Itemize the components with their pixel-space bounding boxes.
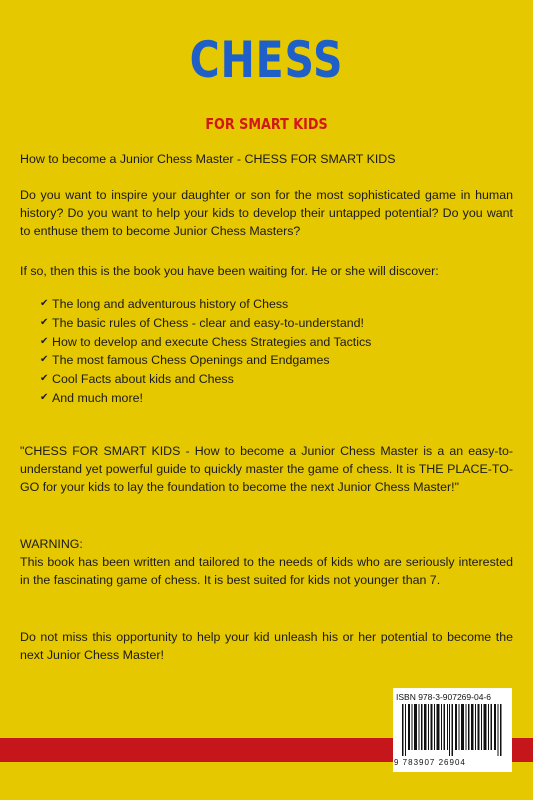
quote-paragraph: "CHESS FOR SMART KIDS - How to become a Junior Chess Master is a an easy-to-understand yet powerful guide to quickly master the game of chess. It is THE PLACE-TO-GO for your kids to lay the foundation to become the next Junior Chess Master!" [20,444,513,494]
chess-title: CHESS [189,31,344,89]
check-icon: ✔ [40,335,49,347]
list-item: ✔ The basic rules of Chess - clear and easy-to-understand! [40,314,371,333]
subtitle: FOR SMART KIDS [205,115,328,133]
check-icon: ✔ [40,354,49,366]
intro-paragraph: Do you want to inspire your daughter or son for the most sophisticated game in human history? Do you want to help your kids to develop their untapped potential? Do you want to enthuse them to become Junior Chess Masters? [20,188,513,238]
check-icon: ✔ [40,373,49,385]
check-icon: ✔ [40,316,49,328]
barcode-icon [402,704,506,756]
feature-list [40,295,371,408]
isbn-label: ISBN 978-3-907269-04-6 [396,692,491,702]
list-item: ✔ How to develop and execute Chess Strategies and Tactics [40,333,371,352]
warning-label: WARNING: [20,537,83,551]
barcode-number: 9 783907 26904 [394,758,466,767]
list-item: ✔ Cool Facts about kids and Chess [40,370,371,389]
check-icon: ✔ [40,391,49,403]
headline: How to become a Junior Chess Master - CHESS FOR SMART KIDS [20,152,396,166]
list-item: ✔ The long and adventurous history of Chess [40,295,371,314]
check-icon: ✔ [40,298,49,309]
list-item: ✔ And much more! [40,389,371,408]
warning-text: This book has been written and tailored to the needs of kids who are seriously interested in the fascinating game of chess. It is best suited for kids not younger than 7. [20,555,513,587]
closing-paragraph: Do not miss this opportunity to help your kid unleash his or her potential to become the next Junior Chess Master! [20,630,513,662]
discover-paragraph: If so, then this is the book you have been waiting for. He or she will discover: [20,264,439,278]
list-item: ✔ The most famous Chess Openings and Endgames [40,351,371,370]
